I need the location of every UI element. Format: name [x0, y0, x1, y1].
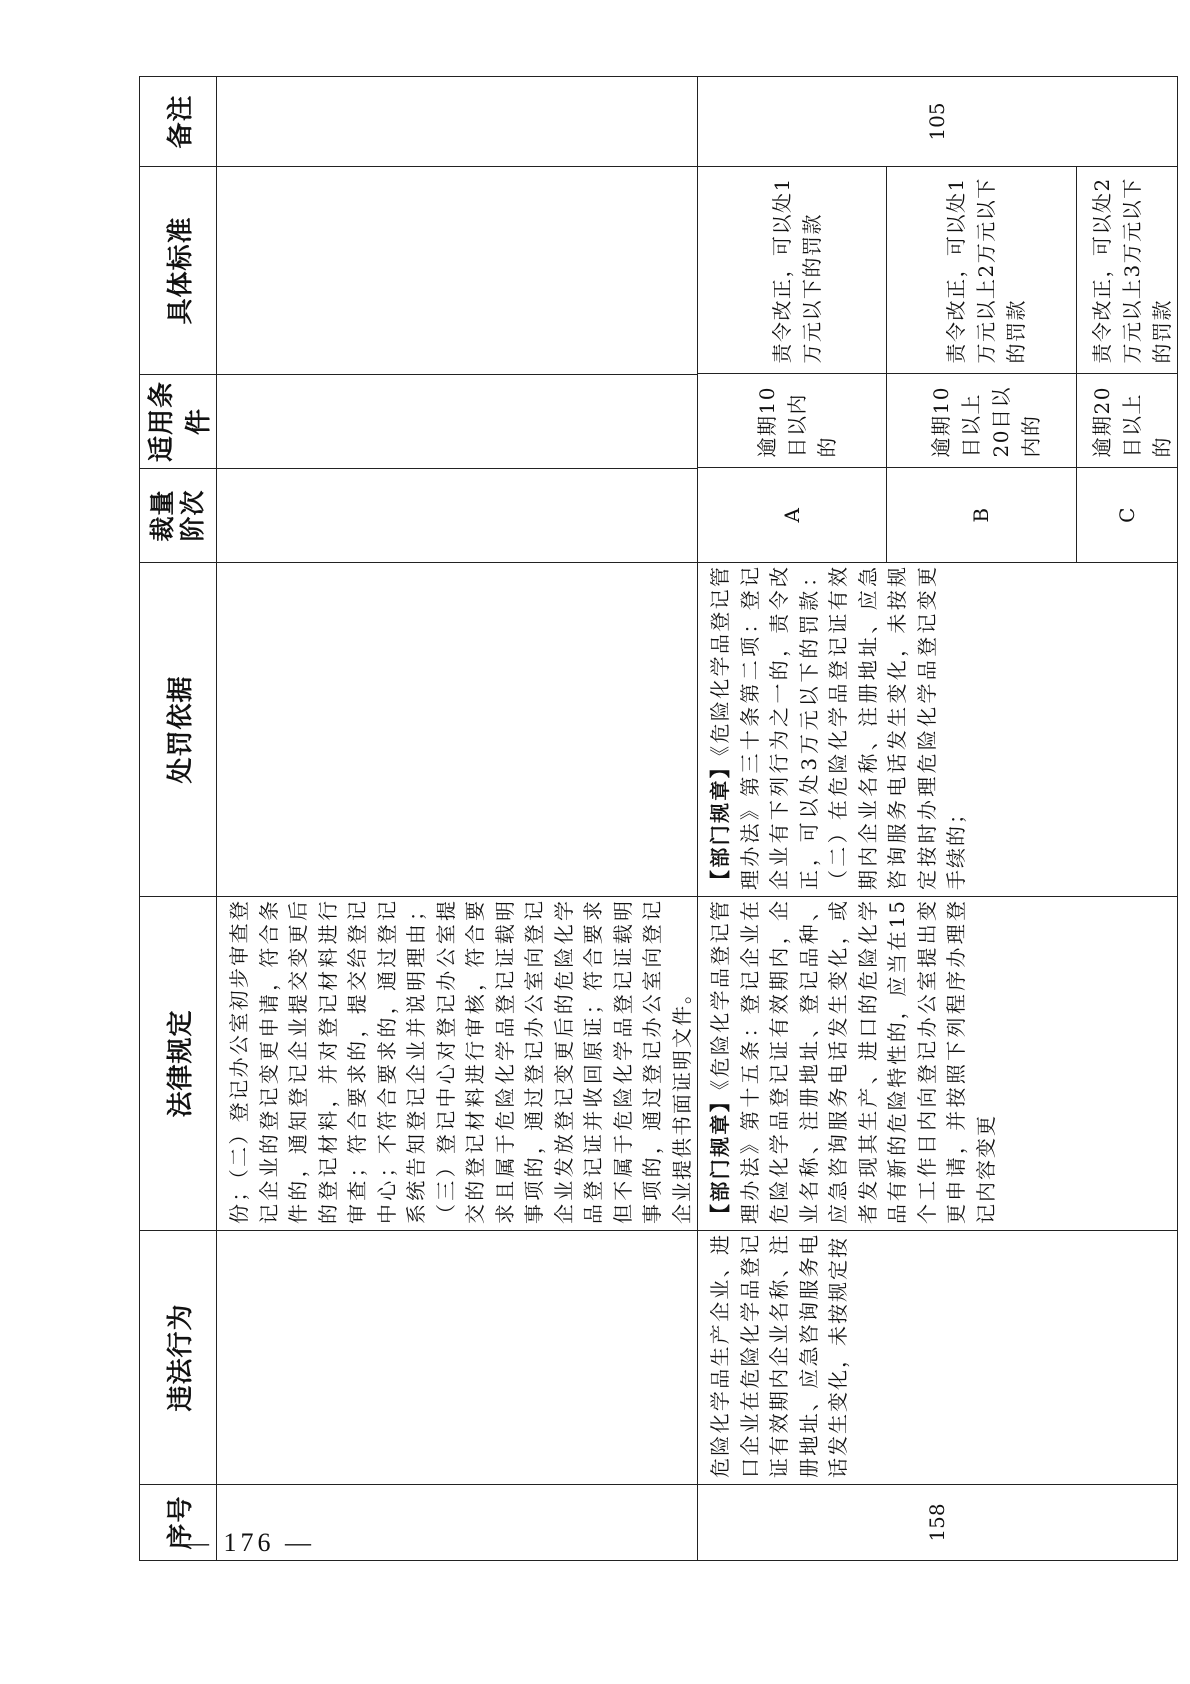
- tier-b: B: [886, 468, 1076, 562]
- continued-remark: [217, 77, 698, 167]
- row-legal-text: [698, 897, 1001, 1230]
- tier-row-c: [1076, 166, 1177, 562]
- legal-source-tag: 【部门规章】: [708, 1089, 732, 1224]
- row-violation: [698, 1231, 1178, 1485]
- continued-row: [217, 77, 698, 1561]
- tier-subtable: [698, 166, 1177, 562]
- tier-row-a: [698, 166, 886, 562]
- standard-c: 责令改正，可以处2万元以上3万元以下的罚款: [1089, 177, 1174, 364]
- row-seq: 158: [698, 1485, 1178, 1561]
- continued-standard: [217, 167, 698, 375]
- header-seq: 序号: [140, 1485, 217, 1561]
- tier-row-b: [886, 166, 1076, 562]
- condition-c: 逾期20日以上的: [1076, 374, 1177, 468]
- continued-penalty-basis: [217, 563, 698, 897]
- legal-provision-body: 《危险化学品登记管理办法》第十五条：登记企业在危险化学品登记证有效期内，企业名称、注册地址、登记品种、应急咨询服务电话发生变化，或者发现其生产、进口的危险化学品有新的危险特性的，应当在15个工作日内向登记办公室提出变更申请，并按照下列程序办理登记内容变更: [708, 898, 998, 1224]
- header-standard: 具体标准: [140, 167, 217, 375]
- header-violation: 违法行为: [140, 1231, 217, 1485]
- row-penalty-text: [698, 563, 972, 896]
- rotated-page: [139, 77, 1174, 1561]
- table-row: [698, 77, 1178, 1561]
- penalty-source-tag: 【部门规章】: [708, 755, 732, 890]
- header-tier: 裁量阶次: [140, 469, 217, 563]
- continued-legal-text: 份；（二）登记办公室初步审查登记企业的登记变更申请，符合条件的，通知登记企业提交变更后的登记材料，并对登记材料进行审查；符合要求的，提交给登记中心；不符合要求的，通过登记系统告知登记企业并说明理由；（三）登记中心对登记办公室提交的登记材料进行审核，符合要求且属于危险化学品登记证载明事项的，通过登记办公室向登记企业发放登记变更后的危险化学品登记证并收回原证；符合要求但不属于危险化学品登记证载明事项的，通过登记办公室向登记企业提供书面证明文件。: [227, 899, 694, 1224]
- continued-legal-provision: [217, 897, 698, 1231]
- header-row: [140, 77, 217, 1561]
- penalty-table: [139, 76, 1178, 1561]
- header-legal-provision: 法律规定: [140, 897, 217, 1231]
- header-remark: 备注: [140, 77, 217, 167]
- condition-a: 逾期10日以内的: [698, 374, 886, 468]
- header-penalty-basis: 处罚依据: [140, 563, 217, 897]
- standard-b: 责令改正，可以处1万元以上2万元以下的罚款: [886, 166, 1076, 374]
- header-condition: 适用条件: [140, 375, 217, 469]
- penalty-basis-body: 《危险化学品登记管理办法》第三十条第二项：登记企业有下列行为之一的，责令改正，可以处3万元以下的罚款：（二）在危险化学品登记证有效期内企业名称、注册地址、应急咨询服务电话发生变化，未按规定按时办理危险化学品登记变更手续的；: [708, 564, 968, 890]
- row-remark: 105: [698, 77, 1178, 167]
- condition-b: 逾期10日以上20日以内的: [886, 374, 1076, 468]
- standard-a: 责令改正，可以处1万元以下的罚款: [698, 166, 886, 374]
- continued-tier: [217, 469, 698, 563]
- tier-cell: [698, 167, 1178, 563]
- continued-violation: [217, 1231, 698, 1485]
- continued-condition: [217, 375, 698, 469]
- row-violation-text: 危险化学品生产企业、进口企业在危险化学品登记证有效期内企业名称、注册地址、应急咨询服务电话发生变化，未按规定按: [708, 1233, 850, 1478]
- row-penalty-basis: [698, 563, 1178, 897]
- tier-a: A: [698, 468, 886, 562]
- row-legal-provision: [698, 897, 1178, 1231]
- page-number: — 176 —: [183, 1528, 315, 1557]
- tier-c: C: [1114, 507, 1139, 523]
